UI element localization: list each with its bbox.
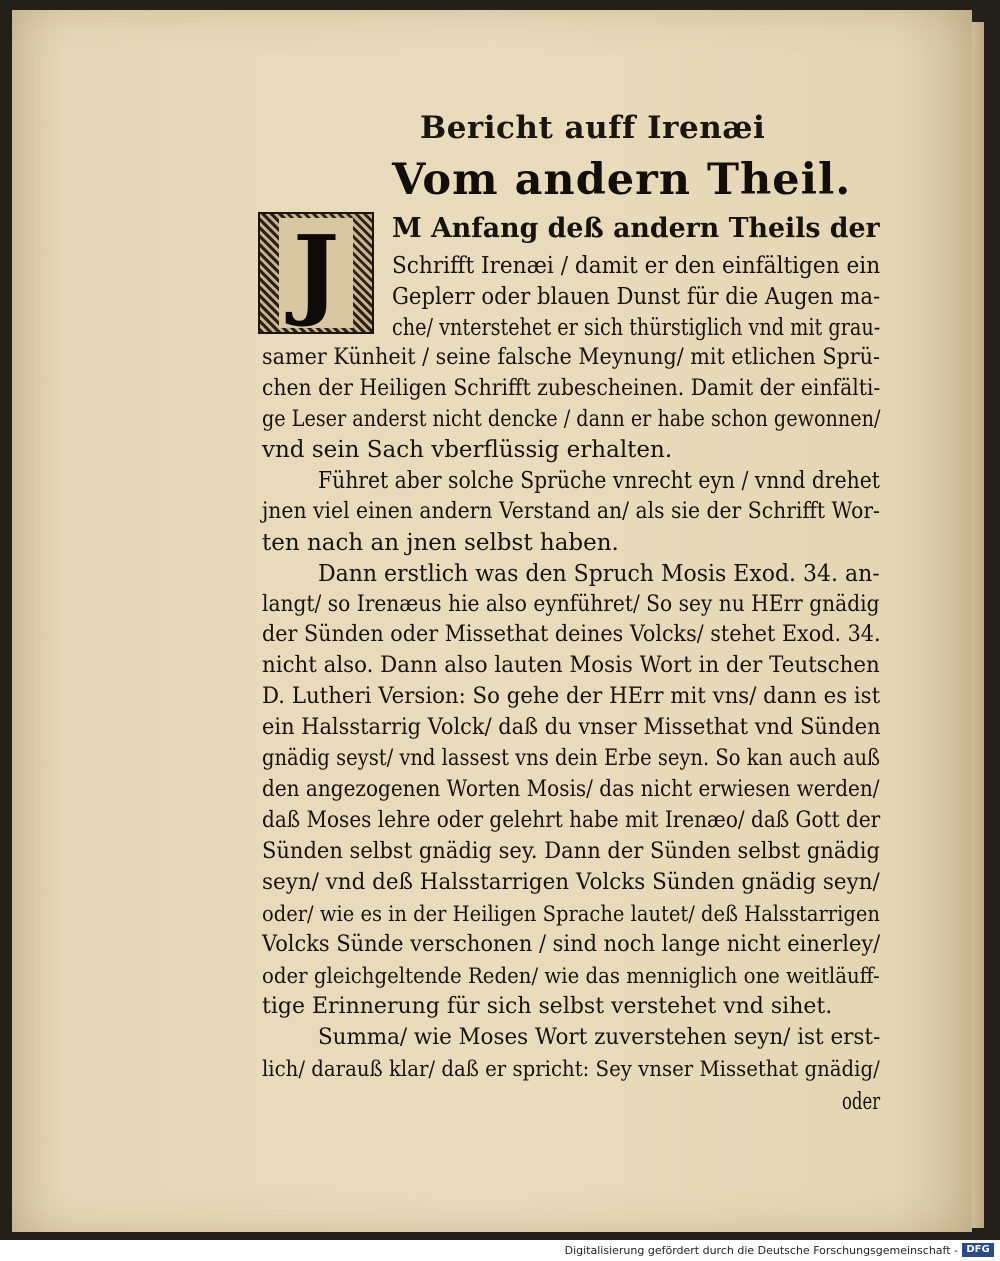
initial-letter: J (279, 218, 353, 328)
text-line: jnen viel einen andern Verstand an/ als sie der Schrifft Wor- (262, 499, 880, 524)
text-line: che/ vnterstehet er sich thürstiglich vnd mit grau- (392, 315, 881, 341)
page-edge (972, 22, 984, 1228)
section-title: Vom andern Theil. (392, 155, 852, 205)
text-line: oder/ wie es in der Heiligen Sprache lautet/ deß Halsstarrigen (262, 902, 880, 926)
text-line: oder gleichgeltende Reden/ wie das menniglich one weitläuff- (262, 964, 880, 988)
text-line: ein Halsstarrig Volck/ daß du vnser Missethat vnd Sünden (262, 715, 881, 740)
text-line: Sünden selbst gnädig sey. Dann der Sünden selbst gnädig (262, 839, 880, 864)
footer-credit: Digitalisierung gefördert durch die Deutsche Forschungsgemeinschaft - (564, 1244, 958, 1257)
text-line: chen der Heiligen Schrifft zubescheinen. Damit der einfälti- (262, 376, 881, 401)
text-line: der Sünden oder Missethat deines Volcks/ stehet Exod. 34. (262, 622, 881, 647)
text-line: M Anfang deß andern Theils der (392, 213, 880, 244)
text-line: Summa/ wie Moses Wort zuverstehen seyn/ ist erst- (318, 1025, 881, 1050)
text-line: Führet aber solche Sprüche vnrecht eyn / vnnd drehet (318, 468, 880, 494)
text-line: samer Künheit / seine falsche Meynung/ mit etlichen Sprü- (262, 345, 881, 370)
text-line: Volcks Sünde verschonen / sind noch lange nicht einerley/ (262, 932, 881, 957)
text-line: Dann erstlich was den Spruch Mosis Exod. 34. an- (318, 561, 880, 587)
text-line: ge Leser anderst nicht dencke / dann er habe schon gewonnen/ (262, 407, 881, 432)
decorated-initial (258, 212, 374, 334)
text-line: langt/ so Irenæus hie also eynführet/ So sey nu HErr gnädig (262, 592, 880, 617)
running-header: Bericht auff Irenæi (420, 110, 766, 146)
text-line: Schrifft Irenæi / damit er den einfältigen ein (392, 253, 881, 279)
text-line: gnädig seyst/ vnd lassest vns dein Erbe seyn. So kan auch auß (262, 746, 881, 771)
text-line: Geplerr oder blauen Dunst für die Augen ma- (392, 284, 881, 310)
text-line: nicht also. Dann also lauten Mosis Wort in der Teutschen (262, 653, 880, 678)
text-line: tige Erinnerung für sich selbst verstehet vnd sihet. (262, 994, 833, 1019)
dfg-logo[interactable]: DFG (962, 1243, 994, 1257)
text-line: seyn/ vnd deß Halsstarrigen Volcks Sünden gnädig seyn/ (262, 870, 880, 895)
text-line: den angezogenen Worten Mosis/ das nicht erwiesen werden/ (262, 777, 880, 802)
text-line: vnd sein Sach vberflüssig erhalten. (262, 437, 673, 463)
text-line: daß Moses lehre oder gelehrt habe mit Irenæo/ daß Gott der (262, 808, 881, 833)
text-line: D. Lutheri Version: So gehe der HErr mit vns/ dann es ist (262, 684, 881, 709)
catchword: oder (842, 1089, 881, 1115)
text-line: ten nach an jnen selbst haben. (262, 530, 619, 556)
text-line: lich/ darauß klar/ daß er spricht: Sey vnser Missethat gnädig/ (262, 1057, 880, 1081)
